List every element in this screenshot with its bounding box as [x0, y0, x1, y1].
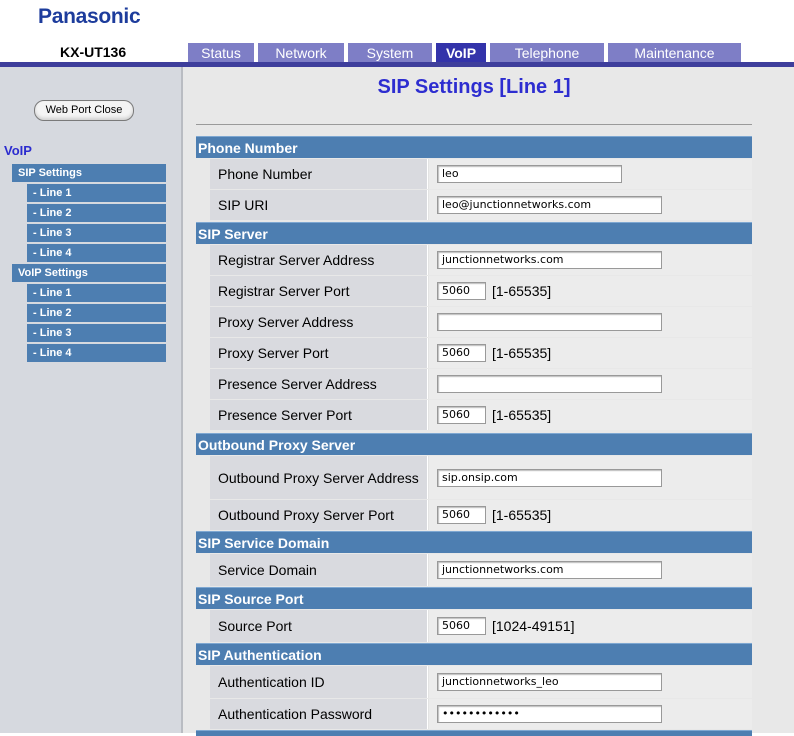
proxy-address-label: Proxy Server Address — [210, 307, 428, 337]
auth-id-input[interactable]: junctionnetworks_leo — [437, 673, 662, 691]
auth-id-label: Authentication ID — [210, 666, 428, 698]
outbound-address-input[interactable]: sip.onsip.com — [437, 469, 662, 487]
sidebar-item-sip-line-1[interactable]: - Line 1 — [27, 184, 166, 202]
section-outbound-proxy: Outbound Proxy Server — [196, 433, 752, 455]
outbound-port-label: Outbound Proxy Server Port — [210, 500, 428, 530]
sidebar-section-voip: VoIP — [4, 143, 32, 158]
phone-number-label: Phone Number — [210, 159, 428, 189]
row-proxy-port — [210, 338, 752, 368]
registrar-port-range: [1-65535] — [492, 283, 552, 299]
sidebar-item-voip-line-1[interactable]: - Line 1 — [27, 284, 166, 302]
outbound-address-label: Outbound Proxy Server Address — [210, 456, 428, 499]
source-port-range: [1024-49151] — [492, 618, 575, 634]
auth-password-input[interactable]: •••••••••••• — [437, 705, 662, 723]
row-service-domain — [210, 554, 752, 586]
service-domain-input[interactable]: junctionnetworks.com — [437, 561, 662, 579]
source-port-label: Source Port — [210, 610, 428, 642]
row-sip-uri — [210, 190, 752, 220]
tab-voip[interactable]: VoIP — [436, 43, 486, 63]
sidebar-item-sip-settings[interactable]: SIP Settings — [12, 164, 166, 182]
sip-uri-input[interactable]: leo@junctionnetworks.com — [437, 196, 662, 214]
row-auth-id — [210, 666, 752, 698]
sidebar-item-voip-settings[interactable]: VoIP Settings — [12, 264, 166, 282]
proxy-port-input[interactable]: 5060 — [437, 344, 486, 362]
source-port-input[interactable]: 5060 — [437, 617, 486, 635]
section-sip-server: SIP Server — [196, 222, 752, 244]
registrar-address-label: Registrar Server Address — [210, 245, 428, 275]
model-name: KX-UT136 — [60, 44, 127, 60]
row-presence-port — [210, 400, 752, 430]
section-phone-number: Phone Number — [196, 136, 752, 158]
row-phone-number — [210, 159, 752, 189]
section-service-domain: SIP Service Domain — [196, 531, 752, 553]
section-source-port: SIP Source Port — [196, 587, 752, 609]
section-next — [196, 730, 752, 736]
presence-port-range: [1-65535] — [492, 407, 552, 423]
sidebar-item-voip-line-3[interactable]: - Line 3 — [27, 324, 166, 342]
tab-telephone[interactable]: Telephone — [490, 43, 604, 63]
row-source-port — [210, 610, 752, 642]
tab-network[interactable]: Network — [258, 43, 344, 63]
sidebar-item-voip-line-2[interactable]: - Line 2 — [27, 304, 166, 322]
presence-port-input[interactable]: 5060 — [437, 406, 486, 424]
registrar-address-input[interactable]: junctionnetworks.com — [437, 251, 662, 269]
title-divider — [196, 124, 752, 125]
row-outbound-address — [210, 456, 752, 499]
sidebar-item-voip-line-4[interactable]: - Line 4 — [27, 344, 166, 362]
service-domain-label: Service Domain — [210, 554, 428, 586]
tab-status[interactable]: Status — [188, 43, 254, 63]
presence-address-input[interactable] — [437, 375, 662, 393]
section-authentication: SIP Authentication — [196, 643, 752, 665]
phone-number-input[interactable]: leo — [437, 165, 622, 183]
outbound-port-range: [1-65535] — [492, 507, 552, 523]
brand-logo: Panasonic — [38, 5, 141, 28]
outbound-port-input[interactable]: 5060 — [437, 506, 486, 524]
sidebar-item-sip-line-2[interactable]: - Line 2 — [27, 204, 166, 222]
registrar-port-label: Registrar Server Port — [210, 276, 428, 306]
presence-address-label: Presence Server Address — [210, 369, 428, 399]
auth-password-label: Authentication Password — [210, 699, 428, 729]
row-proxy-address — [210, 307, 752, 337]
registrar-port-input[interactable]: 5060 — [437, 282, 486, 300]
sidebar-item-sip-line-3[interactable]: - Line 3 — [27, 224, 166, 242]
presence-port-label: Presence Server Port — [210, 400, 428, 430]
tab-maintenance[interactable]: Maintenance — [608, 43, 741, 63]
proxy-port-label: Proxy Server Port — [210, 338, 428, 368]
sidebar-item-sip-line-4[interactable]: - Line 4 — [27, 244, 166, 262]
row-presence-address — [210, 369, 752, 399]
row-registrar-address — [210, 245, 752, 275]
page-title: SIP Settings [Line 1] — [377, 76, 571, 98]
row-outbound-port — [210, 500, 752, 530]
proxy-port-range: [1-65535] — [492, 345, 552, 361]
sip-uri-label: SIP URI — [210, 190, 428, 220]
tab-system[interactable]: System — [348, 43, 432, 63]
web-port-close-button[interactable]: Web Port Close — [34, 100, 134, 121]
row-auth-password — [210, 699, 752, 729]
proxy-address-input[interactable] — [437, 313, 662, 331]
row-registrar-port — [210, 276, 752, 306]
